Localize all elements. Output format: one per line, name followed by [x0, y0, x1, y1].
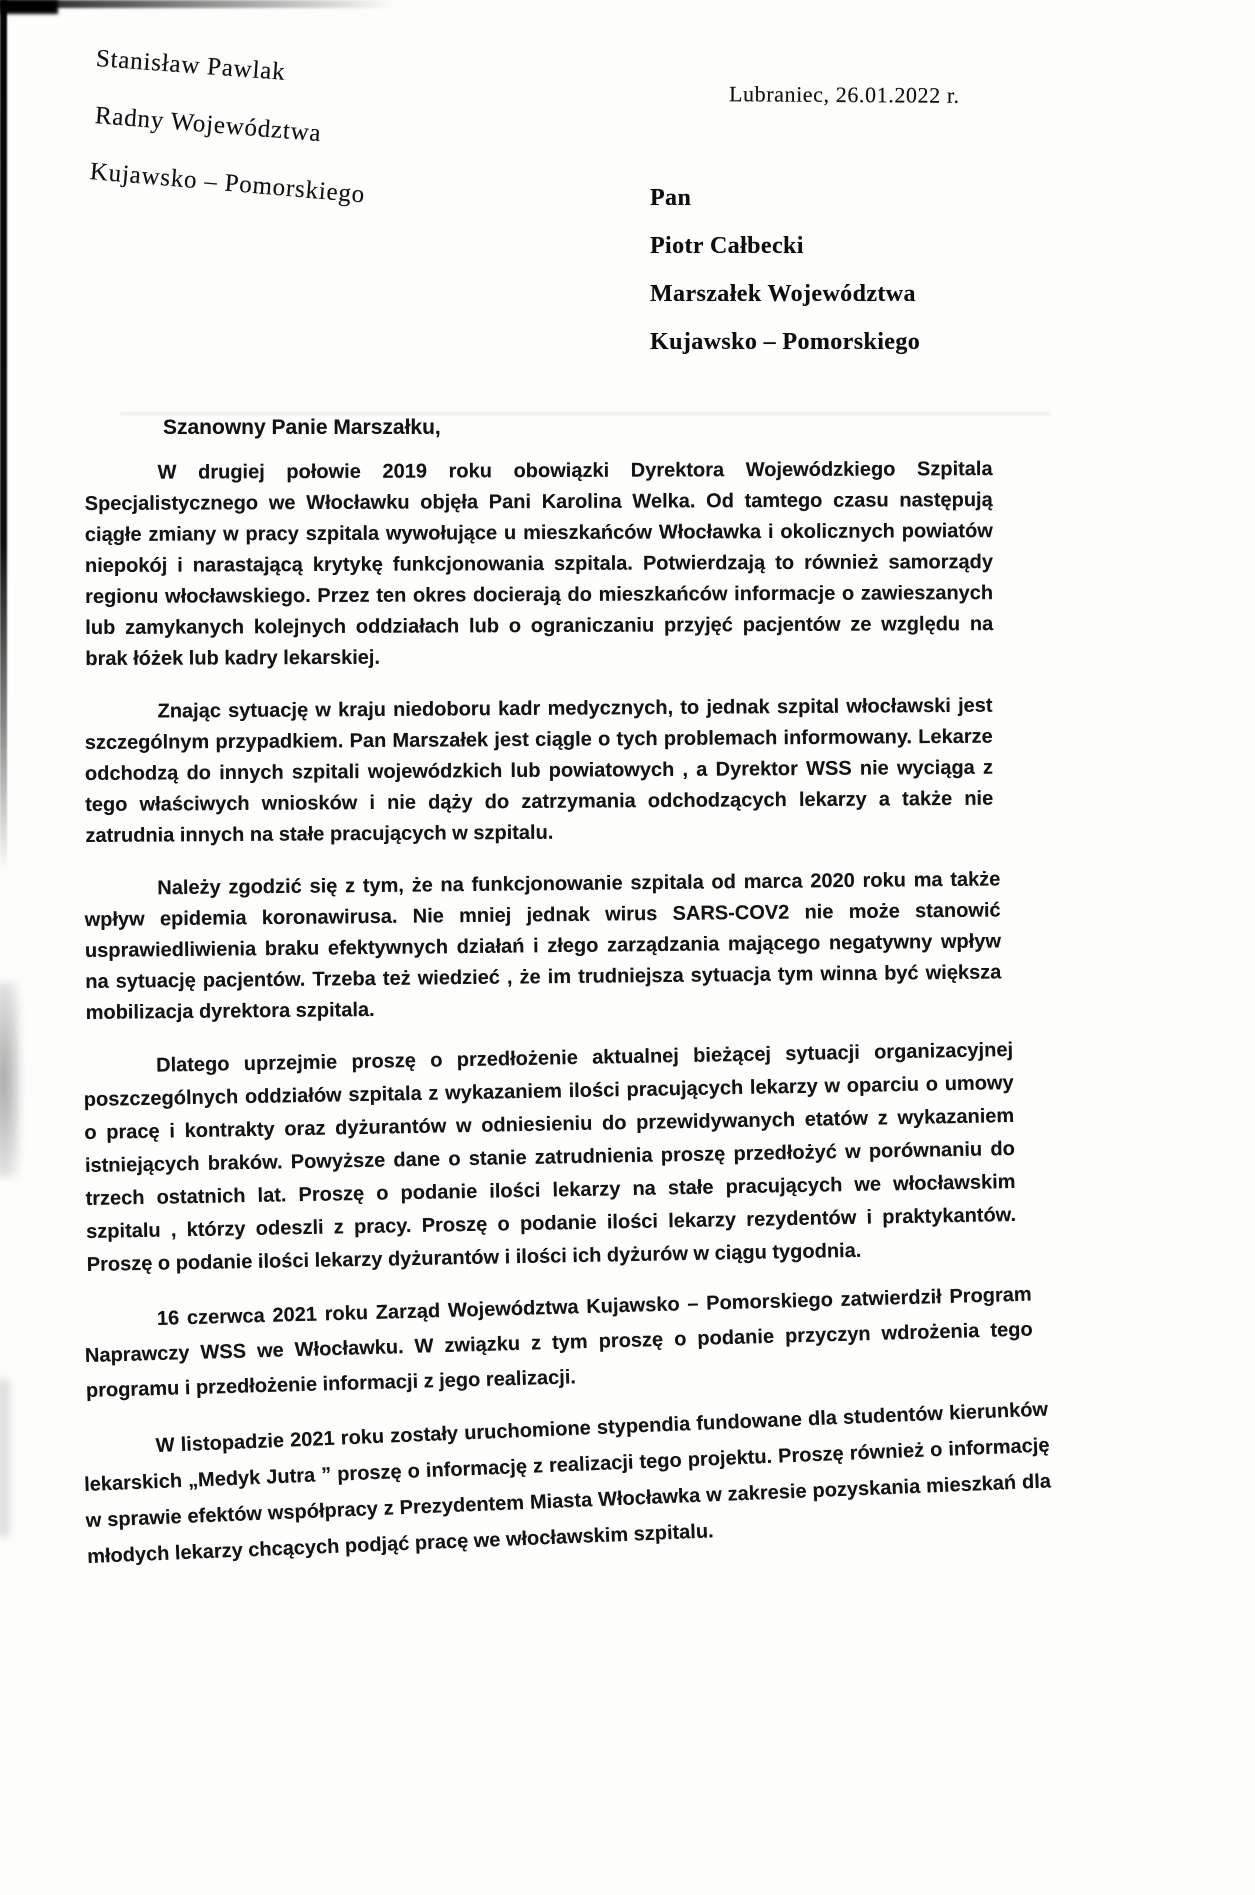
- paragraph: W listopadzie 2021 roku zostały uruchomione stypendia fundowane dla studentów kierunków lekarskich „Medyk Jutra ” proszę o informację z realizacji tego projektu. Proszę również o informację w sprawie efektów współpracy z Prezydentem Miasta Włocławka w zakresie pozyskania mieszkań dla młodych lekarzy chcących podjąć pracę we włocławskim szpitalu.: [83, 1398, 1052, 1568]
- scan-artifact-top-left-corner: [0, 0, 58, 14]
- recipient-title: Marszałek Województwa: [650, 281, 916, 307]
- scan-artifact-gray-streak: [0, 1378, 10, 1538]
- scan-artifact-gray-smudge: [0, 982, 20, 1177]
- paragraph: W drugiej połowie 2019 roku obowiązki Dyrektora Wojewódzkiego Szpitala Specjalistycznego we Włocławku objęła Pani Karolina Welka. Od tamtego czasu następują ciągłe zmiany w pracy szpitala wywołujące u mieszkańców Włocławka i okolicznych powiatów niepokój i narastającą krytykę funkcjonowania szpitala. Potwierdzają to również samorządy regionu włocławskiego. Przez ten okres docierają do mieszkańców informacje o zawieszanych lub zamykanych kolejnych oddziałach lub o ograniczaniu przyjęć pacjentów ze względu na brak łóżek lub kadry lekarskiej.: [84, 458, 994, 670]
- sender-region: Kujawsko – Pomorskiego: [88, 158, 367, 209]
- recipient-honorific: Pan: [650, 185, 692, 211]
- sender-name: Stanisław Pawlak: [95, 45, 287, 86]
- scan-artifact-fold-line: [120, 412, 1050, 415]
- paragraph: 16 czerwca 2021 roku Zarząd Województwa Kujawsko – Pomorskiego zatwierdził Program Naprawczy WSS we Włocławku. W związku z tym proszę o podanie przyczyn wdrożenia tego programu i przedłożenie informacji z jego realizacji.: [84, 1283, 1033, 1402]
- salutation: Szanowny Panie Marszałku,: [163, 416, 441, 439]
- letter-body: [83, 458, 1052, 1597]
- scan-artifact-top-strip: [0, 0, 395, 8]
- paragraph: Należy zgodzić się z tym, że na funkcjonowanie szpitala od marca 2020 roku ma także wpływ epidemia koronawirusa. Nie mniej jednak wirus SARS-COV2 nie może stanowić usprawiedliwienia braku efektywnych działań i złego zarządzania mającego negatywny wpływ na sytuację pacjentów. Trzeba też wiedzieć , że im trudniejsza sytuacja tym winna być większa mobilizacja dyrektora szpitala.: [84, 868, 1002, 1024]
- paragraph: Dlatego uprzejmie proszę o przedłożenie aktualnej bieżącej sytuacji organizacyjnej poszczególnych oddziałów szpitala z wykazaniem ilości pracujących lekarzy w oparciu o umowy o pracę i kontrakty oraz dyżurantów w odniesieniu do przewidywanych etatów z wykazaniem istniejących braków. Powyższe dane o stanie zatrudnienia proszę przedłożyć w porównaniu do trzech ostatnich lat. Proszę o podanie ilości lekarzy na stałe pracujących we włocławskim szpitalu , którzy odeszli z pracy. Proszę o podanie ilości lekarzy rezydentów i praktykantów. Proszę o podanie ilości lekarzy dyżurantów i ilości ich dyżurów w ciągu tygodnia.: [83, 1038, 1017, 1276]
- recipient-region: Kujawsko – Pomorskiego: [650, 329, 921, 355]
- paragraph: Znając sytuację w kraju niedoboru kadr medycznych, to jednak szpital włocławski jest szczególnym przypadkiem. Pan Marszałek jest ciągle o tych problemach informowany. Lekarze odchodzą do innych szpitali wojewódzkich lub powiatowych , a Dyrektor WSS nie wyciąga z tego właściwych wniosków i nie dąży do zatrzymania odchodzących lekarzy a także nie zatrudnia innych na stałe pracujących w szpitalu.: [84, 694, 994, 847]
- letter-date: Lubraniec, 26.01.2022 r.: [728, 81, 960, 108]
- scan-artifact-left-bar: [0, 0, 7, 872]
- recipient-name: Piotr Całbecki: [650, 233, 804, 259]
- sender-title: Radny Województwa: [93, 102, 323, 148]
